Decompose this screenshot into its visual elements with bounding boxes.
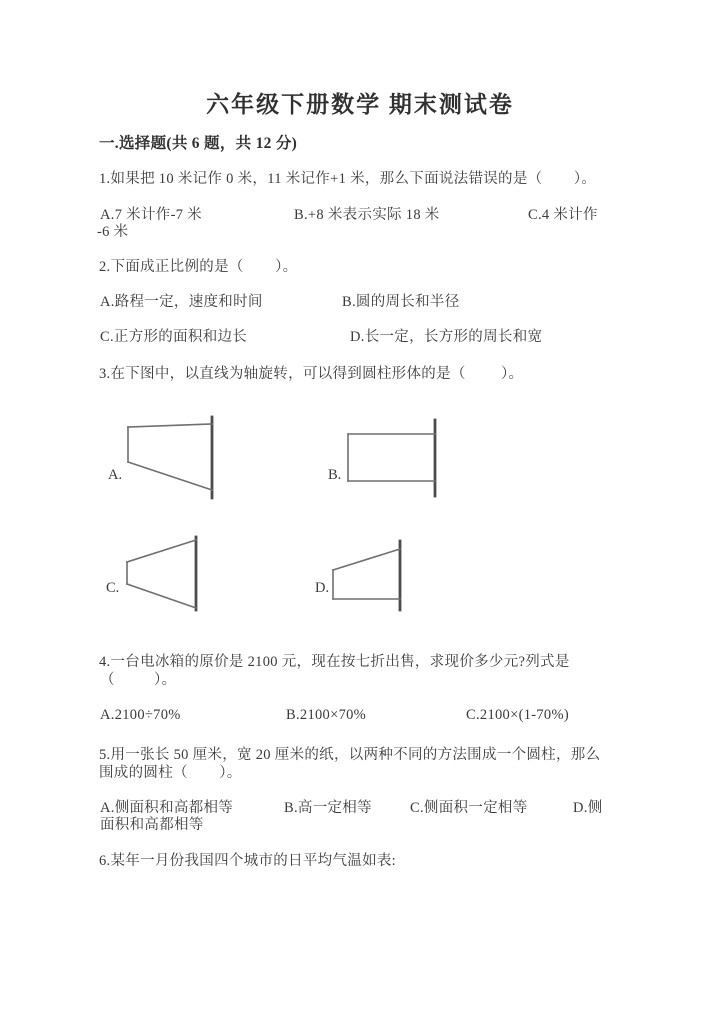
question-2-option-a: A.路程一定，速度和时间 bbox=[100, 294, 263, 310]
figure-b-label: B. bbox=[328, 467, 342, 483]
question-4-option-c: C.2100×(1-70%) bbox=[466, 707, 569, 723]
figure-a-label: A. bbox=[108, 467, 123, 483]
question-5-option-c: C.侧面积一定相等 bbox=[410, 800, 528, 816]
figure-d-label: D. bbox=[315, 580, 330, 596]
question-1-text: 1.如果把 10 米记作 0 米，11 米记作+1 米，那么下面说法错误的是（ ）。 bbox=[99, 171, 597, 187]
figure-c-label: C. bbox=[106, 580, 120, 596]
question-5-option-d: D.侧 bbox=[573, 800, 603, 816]
question-1-option-c-wrap: -6 米 bbox=[97, 224, 129, 240]
question-4-option-b: B.2100×70% bbox=[286, 707, 367, 723]
figure-a-bottom-edge bbox=[128, 462, 212, 490]
question-2-option-b: B.圆的周长和半径 bbox=[342, 294, 460, 310]
question-6-text: 6.某年一月份我国四个城市的日平均气温如表: bbox=[99, 853, 397, 869]
question-5-text-line2: 围成的圆柱（ ）。 bbox=[99, 765, 242, 781]
question-2-text: 2.下面成正比例的是（ ）。 bbox=[99, 259, 298, 275]
figure-c-rotation-shape bbox=[100, 533, 205, 613]
section-1-heading: 一.选择题(共 6 题，共 12 分) bbox=[99, 135, 298, 152]
figure-c-top-edge bbox=[127, 540, 196, 562]
figure-a-top-edge bbox=[128, 424, 212, 427]
figure-d-top-edge bbox=[333, 549, 400, 570]
figure-d-rotation-shape bbox=[310, 538, 410, 613]
question-1-option-a: A.7 米计作-7 米 bbox=[100, 207, 202, 223]
question-1-option-c: C.4 米计作 bbox=[528, 207, 598, 223]
question-5-option-a: A.侧面积和高都相等 bbox=[100, 800, 234, 816]
question-5-option-d-wrap: 面积和高都相等 bbox=[100, 817, 204, 833]
question-2-option-c: C.正方形的面积和边长 bbox=[100, 329, 248, 345]
page-title: 六年级下册数学 期末测试卷 bbox=[206, 92, 514, 117]
question-1-option-b: B.+8 米表示实际 18 米 bbox=[294, 207, 440, 223]
figure-a-rotation-shape bbox=[100, 414, 220, 504]
question-5-option-b: B.高一定相等 bbox=[284, 800, 372, 816]
question-5-text-line1: 5.用一张长 50 厘米，宽 20 厘米的纸，以两种不同的方法围成一个圆柱，那么 bbox=[99, 747, 601, 763]
question-2-option-d: D.长一定，长方形的周长和宽 bbox=[350, 329, 543, 345]
question-3-text: 3.在下图中，以直线为轴旋转，可以得到圆柱形体的是（ ）。 bbox=[99, 366, 524, 382]
figure-b-rotation-shape bbox=[325, 415, 445, 500]
question-4-text-line1: 4.一台电冰箱的原价是 2100 元，现在按七折出售，求现价多少元?列式是 bbox=[99, 654, 570, 670]
question-4-option-a: A.2100÷70% bbox=[100, 707, 181, 723]
figure-c-bottom-edge bbox=[127, 584, 196, 608]
question-4-text-line2: （ ）。 bbox=[100, 672, 177, 688]
